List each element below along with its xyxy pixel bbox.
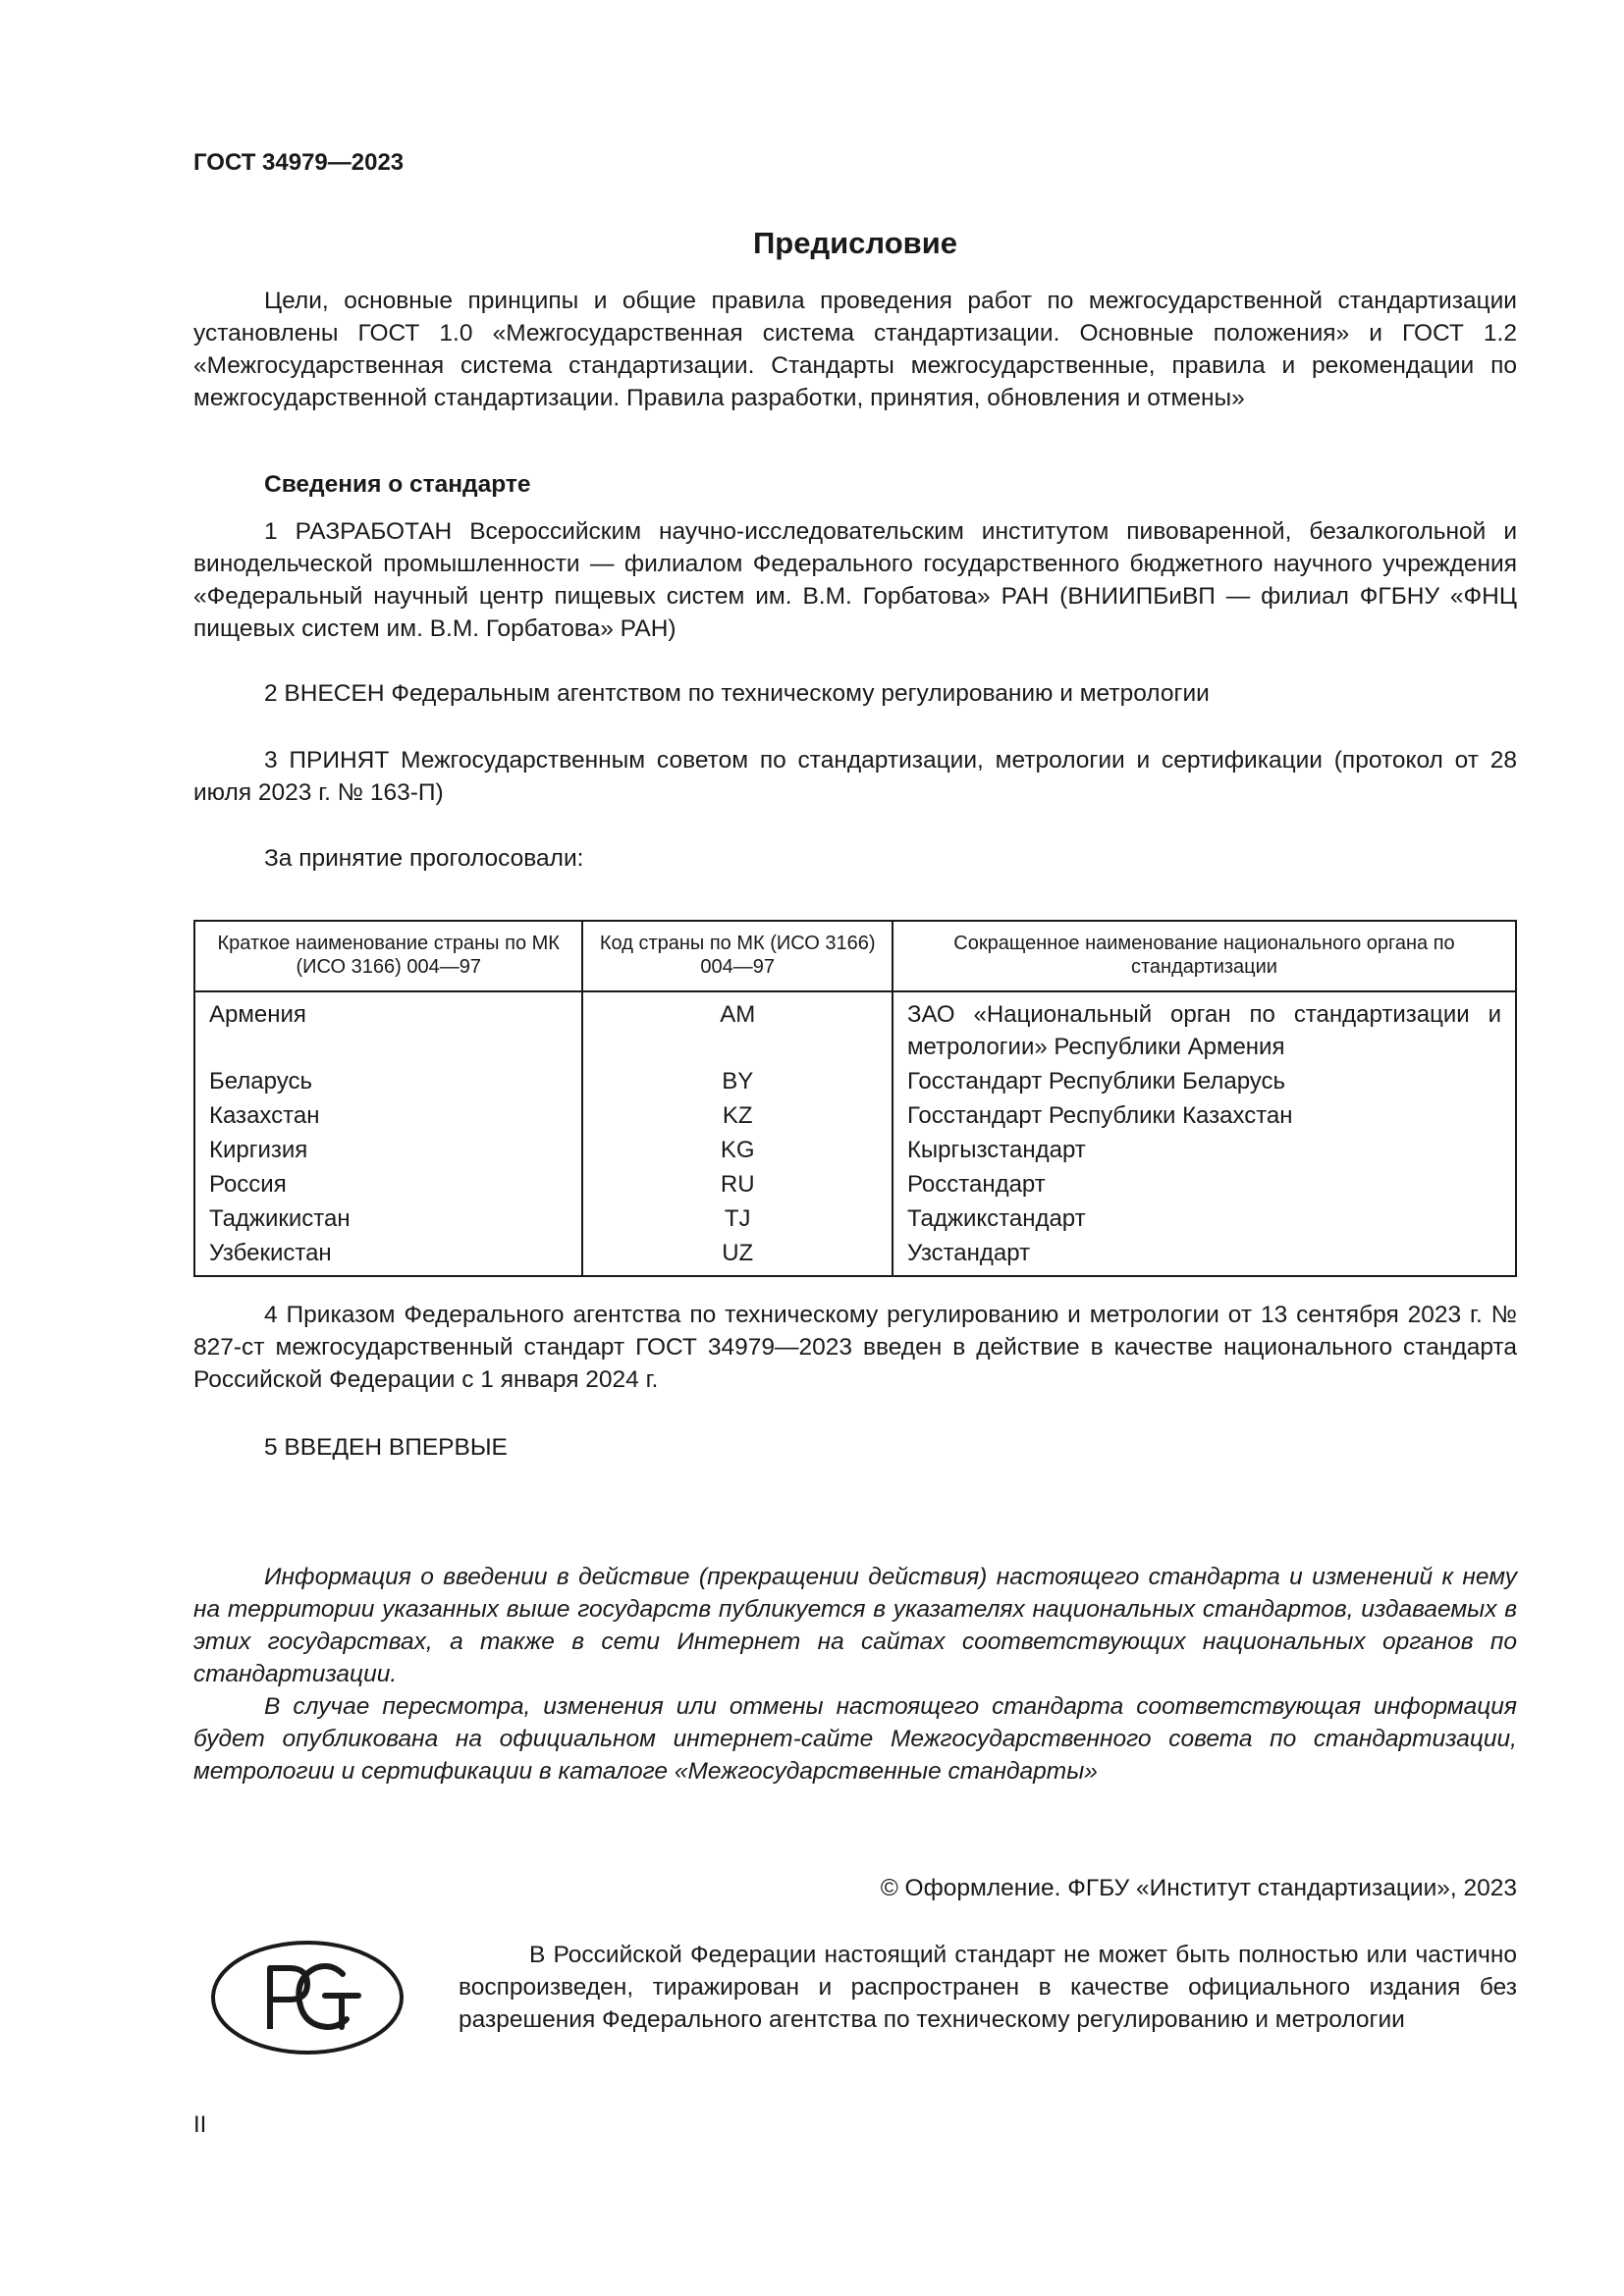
country-cell: Россия	[194, 1167, 582, 1201]
body-cell: Росстандарт	[893, 1167, 1516, 1201]
copyright-line: © Оформление. ФГБУ «Институт стандартизации», 2023	[880, 1875, 1517, 1901]
header-country-name: Краткое наименование страны по МК (ИСО 3166) 004—97	[194, 921, 582, 991]
body-cell: Кыргызстандарт	[893, 1133, 1516, 1167]
country-cell: Узбекистан	[194, 1236, 582, 1276]
code-cell: KG	[582, 1133, 892, 1167]
body-cell: Таджикстандарт	[893, 1201, 1516, 1236]
item-1-paragraph: 1 РАЗРАБОТАН Всероссийским научно-исследовательским институтом пивоваренной, безалкогольной и винодельческой промышленности — филиалом Федерального государственного бюджетного научного учреждения «Федеральный научный центр пищевых систем им. В.М. Горбатова» РАН (ВНИИПБиВП — филиал ФГБНУ «ФНЦ пищевых систем им. В.М. Горбатова» РАН)	[193, 518, 1517, 642]
body-cell: Госстандарт Республики Казахстан	[893, 1098, 1516, 1133]
table-row	[194, 1201, 1516, 1236]
body-cell: Госстандарт Республики Беларусь	[893, 1064, 1516, 1098]
voting-countries-table	[193, 920, 1517, 1277]
code-cell: TJ	[582, 1201, 892, 1236]
table-row	[194, 1236, 1516, 1276]
code-cell: BY	[582, 1064, 892, 1098]
code-cell: AM	[582, 991, 892, 1064]
body-cell: ЗАО «Национальный орган по стандартизации и метрологии» Республики Армения	[893, 991, 1516, 1064]
item-5-paragraph: 5 ВВЕДЕН ВПЕРВЫЕ	[264, 1434, 508, 1461]
pct-logo-icon	[209, 1939, 406, 2056]
document-header: ГОСТ 34979—2023	[193, 149, 405, 176]
header-national-body: Сокращенное наименование национального органа по стандартизации	[893, 921, 1516, 991]
item-4-paragraph: 4 Приказом Федерального агентства по техническому регулированию и метрологии от 13 сентября 2023 г. № 827-ст межгосударственный стандарт ГОСТ 34979—2023 введен в действие в качестве национального стандарта Российской Федерации с 1 января 2024 г.	[193, 1302, 1517, 1393]
document-page	[193, 0, 1517, 2296]
table-row	[194, 1133, 1516, 1167]
section-heading: Сведения о стандарте	[264, 471, 531, 498]
table-row	[194, 1098, 1516, 1133]
table-row	[194, 1064, 1516, 1098]
copyright-notice: В Российской Федерации настоящий стандарт не может быть полностью или частично воспроизведен, тиражирован и распространен в качестве официального издания без разрешения Федерального агентства по техническому регулированию и метрологии	[459, 1942, 1517, 2033]
country-cell: Таджикистан	[194, 1201, 582, 1236]
country-cell: Киргизия	[194, 1133, 582, 1167]
table-row	[194, 991, 1516, 1064]
voted-label: За принятие проголосовали:	[264, 845, 584, 872]
item-2-paragraph: 2 ВНЕСЕН Федеральным агентством по техническому регулированию и метрологии	[264, 680, 1210, 707]
code-cell: UZ	[582, 1236, 892, 1276]
country-cell: Казахстан	[194, 1098, 582, 1133]
item-3-paragraph: 3 ПРИНЯТ Межгосударственным советом по стандартизации, метрологии и сертификации (протокол от 28 июля 2023 г. № 163-П)	[193, 747, 1517, 806]
code-cell: RU	[582, 1167, 892, 1201]
country-cell: Армения	[194, 991, 582, 1064]
page-title: Предисловие	[752, 226, 957, 260]
info-paragraph-2: В случае пересмотра, изменения или отмены настоящего стандарта соответствующая информация будет опубликована на официальном интернет-сайте Межгосударственного совета по стандартизации, метрологии и сертификации в каталоге «Межгосударственные стандарты»	[193, 1693, 1517, 1785]
code-cell: KZ	[582, 1098, 892, 1133]
country-cell: Беларусь	[194, 1064, 582, 1098]
info-paragraph-1: Информация о введении в действие (прекращении действия) настоящего стандарта и изменений к нему на территории указанных выше государств публикуется в указателях национальных стандартов, издаваемых в этих государствах, а также в сети Интернет на сайтах соответствующих национальных органов по стандартизации.	[193, 1564, 1517, 1687]
table-header-row	[194, 921, 1516, 991]
header-country-code: Код страны по МК (ИСО 3166) 004—97	[582, 921, 892, 991]
page-number: II	[193, 2111, 207, 2138]
body-cell: Узстандарт	[893, 1236, 1516, 1276]
pct-logo	[209, 1939, 406, 2056]
intro-paragraph: Цели, основные принципы и общие правила проведения работ по межгосударственной стандартизации установлены ГОСТ 1.0 «Межгосударственная система стандартизации. Основные положения» и ГОСТ 1.2 «Межгосударственная система стандартизации. Стандарты межгосударственные, правила и рекомендации по межгосударственной стандартизации. Правила разработки, принятия, обновления и отмены»	[193, 288, 1517, 411]
table-row	[194, 1167, 1516, 1201]
